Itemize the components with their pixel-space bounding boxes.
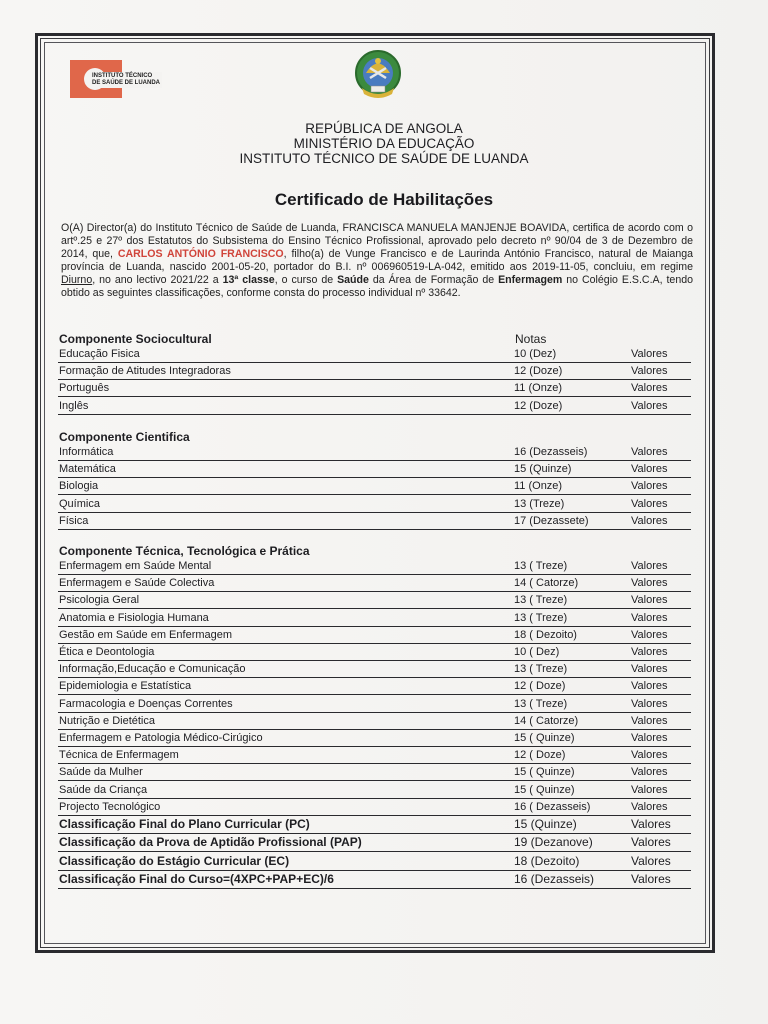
subject-cell: Inglês	[59, 399, 89, 412]
subject-cell: Saúde da Mulher	[59, 766, 143, 779]
table-row	[58, 610, 691, 627]
unit-cell: Valores	[631, 646, 668, 658]
unit-cell: Valores	[631, 766, 668, 779]
subject-cell: Biologia	[59, 480, 99, 493]
table-row	[58, 496, 691, 513]
intro-area: Enfermagem	[498, 274, 563, 286]
logo-text	[90, 72, 162, 88]
unit-cell: Valores	[631, 783, 668, 796]
intro-text-4: , o curso de	[274, 274, 338, 286]
subject-cell: Classificação Final do Curso=(4XPC+PAP+EC)/6	[59, 871, 334, 886]
subject-cell: Classificação do Estágio Curricular (EC)	[59, 853, 290, 868]
unit-cell: Valores	[631, 577, 668, 590]
grade-cell: 12 ( Doze)	[514, 749, 566, 762]
institute-logo	[70, 60, 180, 98]
intro-text-6: no Colégio E.S.C.A, tendo obtido as seguintes classificações, conforme consta do processo individual nº 33642.	[61, 274, 693, 299]
subject-cell: Farmacologia e Doenças Correntes	[59, 697, 233, 710]
grade-cell: 13 ( Treze)	[514, 594, 568, 607]
intro-text-5: da Área de Formação de	[368, 274, 499, 286]
subject-cell: Física	[59, 514, 89, 527]
grade-cell: 13 (Treze)	[514, 497, 565, 510]
unit-cell: Valores	[631, 382, 668, 395]
subject-cell: Ética e Deontologia	[59, 646, 155, 658]
subject-cell: Enfermagem e Saúde Colectiva	[59, 577, 215, 590]
grade-cell: 12 (Doze)	[514, 399, 563, 412]
table-row	[58, 592, 691, 609]
student-name: CARLOS ANTÓNIO FRANCISCO	[117, 248, 284, 260]
unit-cell: Valores	[631, 594, 668, 607]
grade-cell: 14 ( Catorze)	[514, 577, 579, 590]
grade-cell: 18 ( Dezoito)	[514, 628, 577, 641]
subject-cell: Epidemiologia e Estatística	[59, 680, 192, 693]
table-row	[58, 644, 691, 661]
unit-cell: Valores	[631, 399, 668, 412]
subject-cell: Informática	[59, 446, 114, 458]
final-row	[58, 871, 691, 889]
grade-cell: 10 ( Dez)	[514, 646, 560, 658]
subject-cell: Classificação Final do Plano Curricular (PC)	[59, 817, 310, 831]
grade-cell: 19 (Dezanove)	[514, 835, 593, 850]
subject-cell: Técnica de Enfermagem	[59, 749, 179, 762]
table-row	[58, 730, 691, 747]
intro-text-2: , filho(a) de Vunge Francisco e de Laurinda António Francisco, natural de Maianga província de Luanda, nascido 2001-05-20, portador do B.I. nº 006960519-LA-042, emitido aos 2019-11-05, concluiu, em regime	[61, 248, 693, 273]
subject-cell: Formação de Atitudes Integradoras	[59, 365, 231, 378]
notas-header: Notas	[515, 332, 547, 346]
table-row	[58, 696, 691, 713]
grade-cell: 16 ( Dezasseis)	[514, 800, 591, 813]
table-row	[58, 575, 691, 592]
logo-text-line2: DE SAÚDE DE LUANDA	[92, 80, 161, 86]
unit-cell: Valores	[631, 628, 668, 641]
grade-cell: 13 ( Treze)	[514, 663, 568, 676]
logo-text-line1: INSTITUTO TÉCNICO	[92, 73, 153, 79]
section-tecnica: Componente Técnica, Tecnológica e Prática	[59, 544, 310, 558]
unit-cell: Valores	[631, 749, 668, 762]
table-row	[58, 558, 691, 575]
unit-cell: Valores	[631, 697, 668, 710]
section-cientifica: Componente Cientifica	[59, 430, 190, 444]
intro-text-3: , no ano lectivo 2021/22 a	[92, 274, 223, 286]
table-row	[58, 764, 691, 781]
table-row	[58, 444, 691, 461]
unit-cell: Valores	[631, 611, 668, 624]
grade-cell: 11 (Onze)	[514, 382, 563, 395]
unit-cell: Valores	[631, 560, 668, 572]
unit-cell: Valores	[631, 817, 671, 831]
table-row	[58, 799, 691, 816]
subject-cell: Classificação da Prova de Aptidão Profissional (PAP)	[59, 835, 362, 850]
table-row	[58, 627, 691, 644]
subject-cell: Psicologia Geral	[59, 594, 140, 607]
unit-cell: Valores	[631, 732, 668, 744]
grade-cell: 10 (Dez)	[514, 348, 557, 360]
unit-cell: Valores	[631, 514, 668, 527]
table-row	[58, 661, 691, 678]
grade-cell: 11 (Onze)	[514, 480, 563, 493]
unit-cell: Valores	[631, 480, 668, 493]
subject-cell: Enfermagem em Saúde Mental	[59, 560, 212, 572]
grade-cell: 18 (Dezoito)	[514, 853, 580, 868]
subject-cell: Química	[59, 497, 100, 510]
unit-cell: Valores	[631, 714, 668, 727]
table-row	[58, 782, 691, 799]
table-row	[58, 713, 691, 730]
grade-cell: 16 (Dezasseis)	[514, 871, 595, 886]
grade-cell: 15 (Quinze)	[514, 817, 577, 831]
intro-curso: Saúde	[337, 274, 369, 286]
grade-cell: 15 ( Quinze)	[514, 766, 575, 779]
unit-cell: Valores	[631, 497, 668, 510]
unit-cell: Valores	[631, 871, 671, 886]
grade-cell: 13 ( Treze)	[514, 697, 568, 710]
unit-cell: Valores	[631, 835, 671, 850]
unit-cell: Valores	[631, 853, 671, 868]
subject-cell: Português	[59, 382, 110, 395]
table-row	[58, 346, 691, 363]
table-row	[58, 513, 691, 530]
unit-cell: Valores	[631, 446, 668, 458]
unit-cell: Valores	[631, 680, 668, 693]
intro-regime: Diurno	[61, 274, 93, 286]
grade-cell: 14 ( Catorze)	[514, 714, 579, 727]
certificate-title: Certificado de Habilitações	[274, 190, 494, 209]
unit-cell: Valores	[631, 463, 668, 476]
unit-cell: Valores	[631, 800, 668, 813]
intro-classe: 13ª classe	[222, 274, 275, 286]
subject-cell: Saúde da Criança	[59, 783, 148, 796]
table-row	[58, 398, 691, 415]
grade-cell: 17 (Dezassete)	[514, 514, 589, 527]
subject-cell: Matemática	[59, 463, 116, 476]
table-row	[58, 478, 691, 495]
grade-cell: 13 ( Treze)	[514, 560, 568, 572]
intro-text-1: O(A) Director(a) do Instituto Técnico de Saúde de Luanda, FRANCISCA MANUELA MANJENJE BOAVIDA, certifica de acordo com o artº.25 e 27º dos Estatutos do Subsistema do Ensino Técnico Profissional, aprovado pelo decreto nº 90/04 de 3 de Dezembro de 2014, que,	[61, 222, 693, 260]
section-sociocultural: Componente Sociocultural	[59, 332, 212, 346]
unit-cell: Valores	[631, 348, 668, 360]
grade-cell: 16 (Dezasseis)	[514, 446, 588, 458]
subject-cell: Gestão em Saúde em Enfermagem	[59, 628, 233, 641]
grade-cell: 12 (Doze)	[514, 365, 563, 378]
grade-cell: 12 ( Doze)	[514, 680, 566, 693]
intro-paragraph	[61, 222, 693, 300]
unit-cell: Valores	[631, 663, 668, 676]
grade-cell: 15 (Quinze)	[514, 463, 572, 476]
subject-cell: Projecto Tecnológico	[59, 800, 161, 813]
subject-cell: Educação Fisica	[59, 348, 140, 360]
grade-cell: 13 ( Treze)	[514, 611, 568, 624]
final-row	[58, 834, 691, 852]
table-row	[58, 380, 691, 397]
header-ministry: MINISTÉRIO DA EDUCAÇÃO	[293, 136, 475, 151]
final-row	[58, 853, 691, 871]
subject-cell: Anatomia e Fisiologia Humana	[59, 611, 209, 624]
header-republic: REPÚBLICA DE ANGOLA	[305, 121, 463, 136]
header-institute: INSTITUTO TÉCNICO DE SAÚDE DE LUANDA	[239, 151, 529, 166]
table-row	[58, 363, 691, 380]
subject-cell: Informação,Educação e Comunicação	[59, 663, 246, 676]
subject-cell: Enfermagem e Patologia Médico-Cirúgico	[59, 732, 263, 744]
grade-cell: 15 ( Quinze)	[514, 732, 575, 744]
table-row	[58, 461, 691, 478]
final-row	[58, 816, 691, 834]
table-row	[58, 747, 691, 764]
subject-cell: Nutrição e Dietética	[59, 714, 155, 727]
grade-cell: 15 ( Quinze)	[514, 783, 575, 796]
unit-cell: Valores	[631, 365, 668, 378]
table-row	[58, 678, 691, 695]
coat-of-arms-icon	[352, 48, 404, 102]
